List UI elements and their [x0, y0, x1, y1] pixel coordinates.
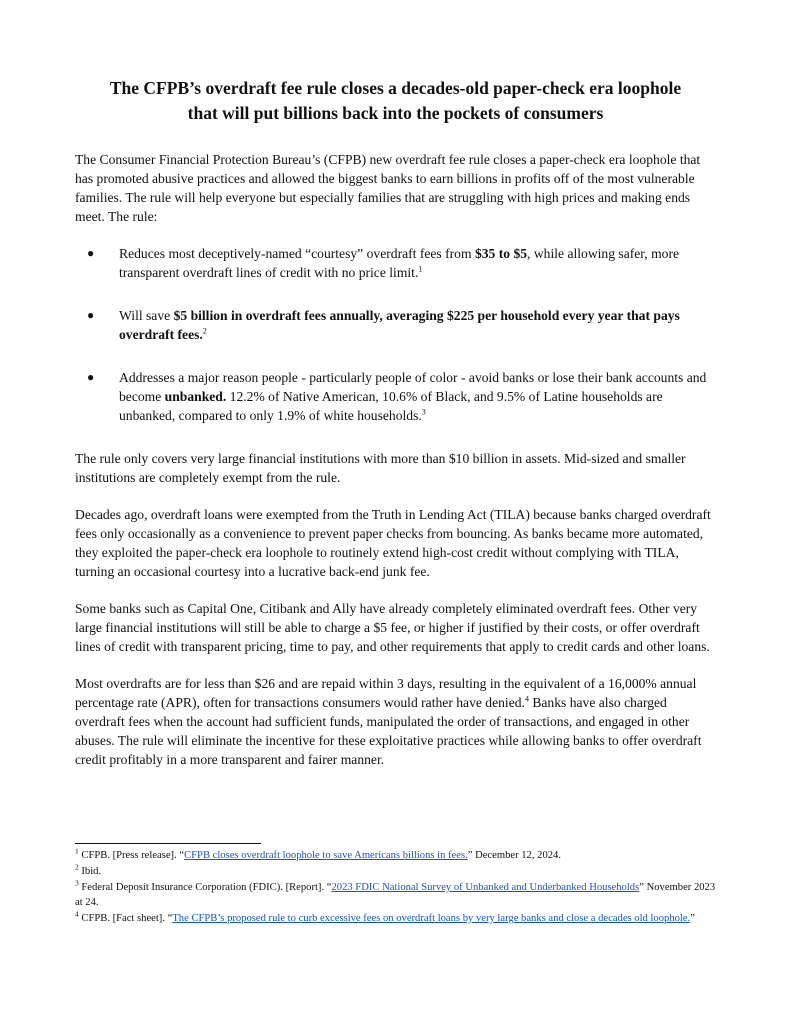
- footnote-link[interactable]: 2023 FDIC National Survey of Unbanked and Underbanked Households: [331, 882, 640, 893]
- footnote-ref[interactable]: 3: [421, 407, 426, 417]
- footnote-ref[interactable]: 1: [418, 264, 423, 274]
- bullet-bold-text: unbanked.: [164, 389, 227, 404]
- history-paragraph: Decades ago, overdraft loans were exempted from the Truth in Lending Act (TILA) because banks charged overdraft fees only occasionally as a convenience to prevent paper checks from bouncing. As banks became more automated, they exploited the paper-check era loophole to routinely extend high-cost credit without complying with TILA, turning an occasional courtesy into a lucrative back-end junk fee.: [75, 507, 711, 579]
- footnote-text: ”: [690, 913, 695, 924]
- footnote-text: CFPB. [Fact sheet]. “: [78, 913, 173, 924]
- bullet-text: 12.2% of Native American, 10.6% of Black, and 9.5% of Latine households are unbanked, compared to only 1.9% of white households.: [119, 389, 663, 423]
- footnote-text: CFPB. [Press release]. “: [78, 850, 185, 861]
- footnote-item: [75, 880, 720, 910]
- apr-paragraph: [75, 674, 720, 769]
- bullet-text: Will save: [119, 308, 174, 323]
- bullet-bold-text: $5 billion in overdraft fees annually, averaging $225 per household every year that pays overdraft fees.: [119, 308, 680, 342]
- title-line-1: The CFPB’s overdraft fee rule closes a decades-old paper-check era loophole: [109, 78, 682, 98]
- document-title: [60, 76, 731, 126]
- paragraph-text: Most overdrafts are for less than $26 and are repaid within 3 days, resulting in the equivalent of a 16,000% annual percentage rate (APR), often for transactions consumers would rather have denied.: [75, 676, 697, 710]
- footnote-text: ” December 12, 2024.: [467, 850, 561, 861]
- banks-paragraph: Some banks such as Capital One, Citibank and Ally have already completely eliminated overdraft fees. Other very large financial institutions will still be able to charge a $5 fee, or higher if justified by their costs, or offer overdraft lines of credit with transparent pricing, time to pay, and other requirements that apply to credit cards and other loans.: [75, 601, 710, 654]
- bullet-item-unbanked: [75, 368, 720, 425]
- footnote-number: 2: [75, 862, 79, 872]
- footnote-text: ” November 2023 at 24.: [75, 882, 716, 908]
- title-line-2: that will put billions back into the pockets of consumers: [187, 103, 604, 123]
- footnote-ref[interactable]: 4: [524, 694, 529, 704]
- bullet-dot-icon: ●: [87, 308, 95, 322]
- bullet-text: Reduces most deceptively-named “courtesy” overdraft fees from: [119, 246, 475, 261]
- document-body: [75, 150, 720, 787]
- footnote-item: [75, 911, 720, 926]
- footnote-number: 4: [75, 909, 79, 919]
- bullet-bold-text: $35 to $5: [474, 246, 528, 261]
- footnote-text: Federal Deposit Insurance Corporation (FDIC). [Report]. “: [78, 882, 332, 893]
- footnote-link[interactable]: CFPB closes overdraft loophole to save Americans billions in fees.: [184, 850, 468, 861]
- bullet-dot-icon: ●: [87, 370, 95, 384]
- footnote-number: 3: [75, 878, 79, 888]
- paragraph-text: Banks have also charged overdraft fees when the account had sufficient funds, manipulated the order of transactions, and engaged in other abuses. The rule will eliminate the incentive for these exploitative practices while allowing banks to offer overdraft credit profitably in a more transparent and fairer manner.: [75, 695, 702, 767]
- bullet-text: Addresses a major reason people - particularly people of color - avoid banks or lose their bank accounts and become: [119, 370, 707, 404]
- rule-bullet-list: [75, 244, 720, 425]
- bullet-item-savings: [75, 306, 720, 344]
- bullet-item-fee-reduction: [75, 244, 720, 282]
- footnote-ref[interactable]: 2: [202, 326, 207, 336]
- footnotes: [75, 848, 720, 927]
- bullet-dot-icon: ●: [87, 246, 95, 260]
- intro-paragraph: The Consumer Financial Protection Bureau’s (CFPB) new overdraft fee rule closes a paper-check era loophole that has promoted abusive practices and allowed the biggest banks to earn billions in profits off of the most vulnerable families. The rule will help everyone but especially families that are struggling with high prices and making ends meet. The rule:: [75, 152, 701, 224]
- bullet-text: , while allowing safer, more transparent overdraft lines of credit with no price limit.: [119, 246, 680, 280]
- footnote-number: 1: [75, 846, 79, 856]
- footnote-item: [75, 864, 720, 879]
- coverage-paragraph: The rule only covers very large financial institutions with more than $10 billion in assets. Mid-sized and smaller institutions are completely exempt from the rule.: [75, 451, 686, 485]
- footnote-divider: [75, 843, 261, 844]
- footnote-item: [75, 848, 720, 863]
- footnote-link[interactable]: The CFPB’s proposed rule to curb excessive fees on overdraft loans by very large banks and close a decades old loophole.: [172, 913, 691, 924]
- footnote-text: Ibid.: [78, 866, 102, 877]
